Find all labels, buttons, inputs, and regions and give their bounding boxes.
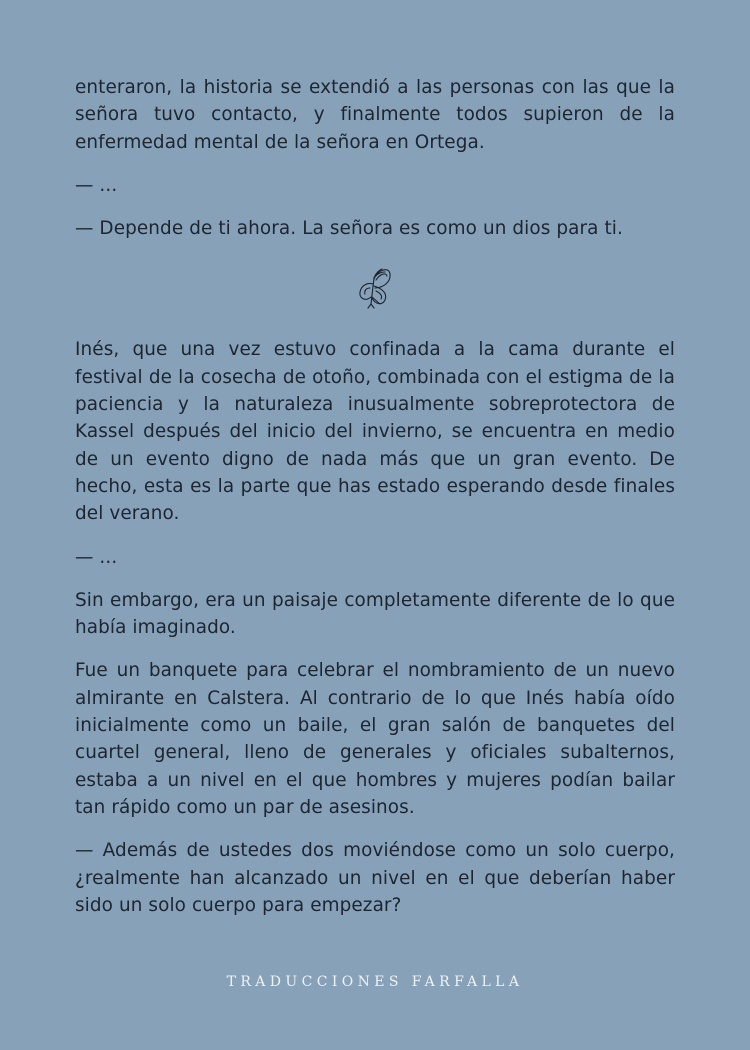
paragraph: Sin embargo, era un paisaje completamente diferente de lo que había imaginado.	[75, 589, 675, 639]
footer-credit: TRADUCCIONES FARFALLA	[226, 974, 524, 990]
paragraph: — Depende de ti ahora. La señora es como un dios para ti.	[75, 218, 623, 240]
page-body	[75, 74, 675, 935]
paragraph: Inés, que una vez estuvo confinada a la cama durante el festival de la cosecha de otoño, combinada con el estigma de la paciencia y la naturaleza inusualmente sobreprotectora de Kassel después del inicio del invierno, se encuentra en medio de un evento digno de nada más que un gran evento. De hecho, esta es la parte que has estado esperando desde finales del verano.	[75, 339, 675, 525]
paragraph: Fue un banquete para celebrar el nombramiento de un nuevo almirante en Calstera. Al contrario de lo que Inés había oído inicialmente como un baile, el gran salón de banquetes del cuartel general, lleno de generales y oficiales subalternos, estaba a un nivel en el que hombres y mujeres podían bailar tan rápido como un par de asesinos.	[75, 660, 675, 818]
butterfly-icon	[355, 264, 395, 312]
paragraph: — ...	[75, 546, 118, 568]
paragraph: — ...	[75, 174, 118, 196]
paragraph: — Además de ustedes dos moviéndose como un solo cuerpo, ¿realmente han alcanzado un nivel en el que deberían haber sido un solo cuerpo para empezar?	[75, 840, 675, 916]
paragraph: enteraron, la historia se extendió a las personas con las que la señora tuvo contacto, y finalmente todos supieron de la enfermedad mental de la señora en Ortega.	[75, 77, 675, 153]
